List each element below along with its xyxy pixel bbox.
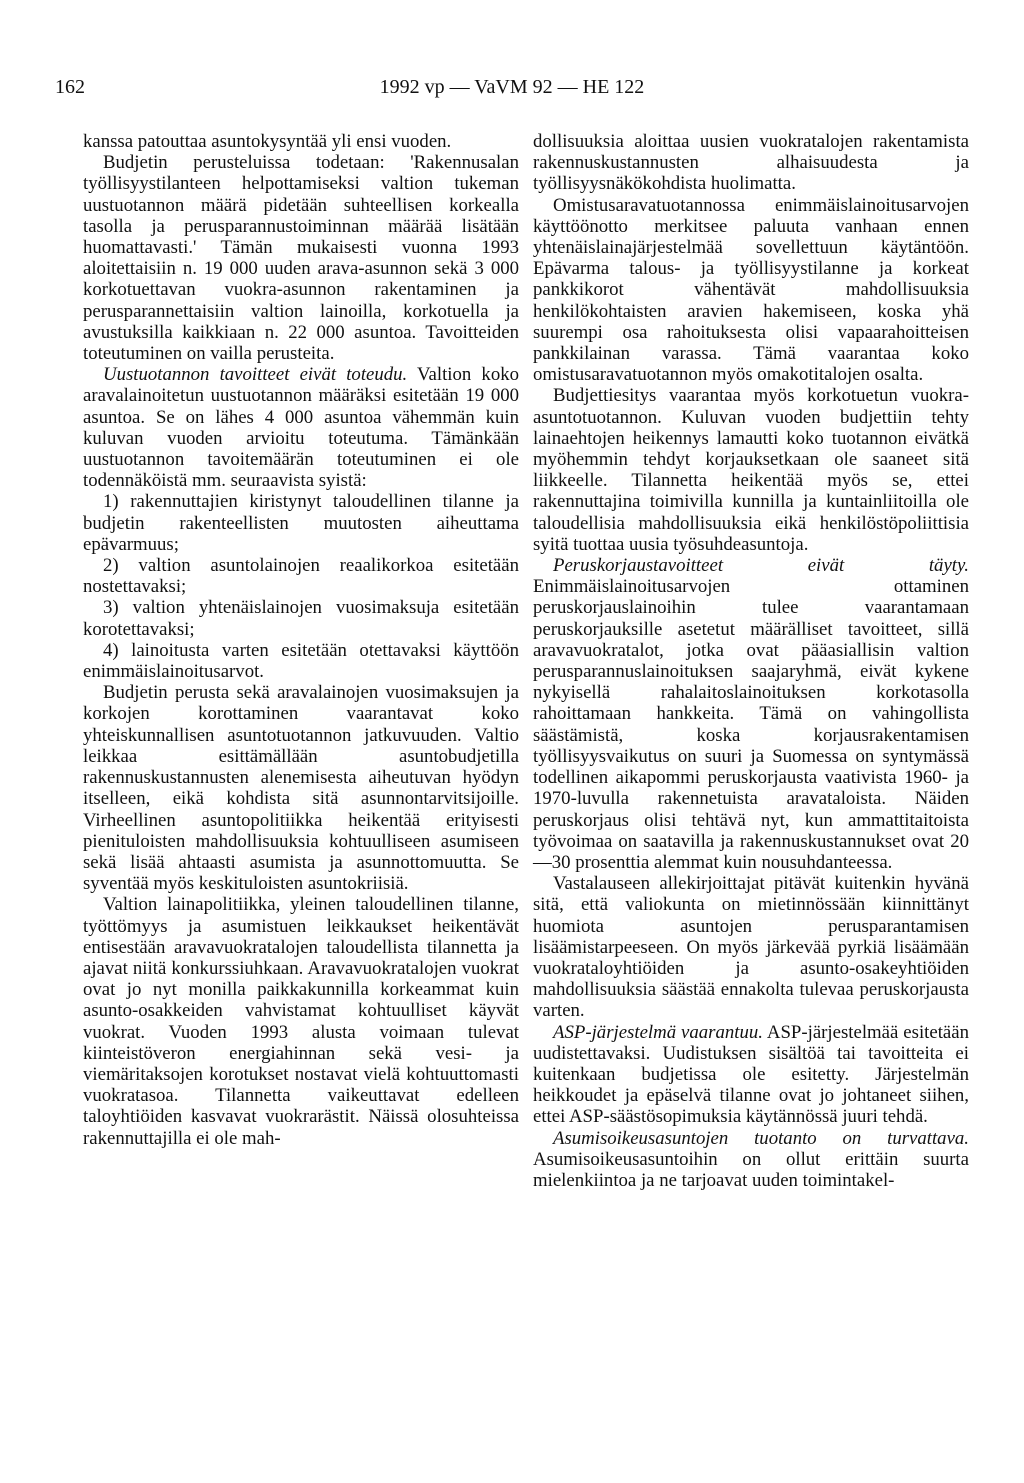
section-lead: Peruskorjaustavoitteet eivät täyty. — [553, 555, 969, 577]
section-lead: Asumisoikeusasuntojen tuotanto on turvattava. — [553, 1127, 969, 1149]
paragraph-text: kanssa patouttaa asuntokysyntää yli ensi vuoden. — [83, 131, 452, 152]
paragraph — [83, 152, 519, 364]
paragraph — [533, 1022, 969, 1128]
paragraph — [83, 555, 519, 597]
paragraph-text: 4) lainoitusta varten esitetään otettavaksi käyttöön enimmäislainoitusarvot. — [83, 639, 519, 683]
paragraph — [83, 597, 519, 639]
right-column — [533, 131, 969, 1191]
paragraph-text: ASP-järjestelmää esitetään uudistettavaksi. Uudistuksen sisältöä tai tavoitteita ei kuitenkaan budjetissa ole esitetty. Järjestelmän heikkoudet ja epäselvä tilanne ovat jo johtaneet siihen, ettei ASP-säästösopimuksia käytännössä juuri tehdä. — [533, 1021, 969, 1128]
paragraph-text: Asumisoikeusasuntoihin on ollut erittäin suurta mielenkiintoa ja ne tarjoavat uuden toimintakel- — [533, 1148, 969, 1191]
paragraph — [83, 364, 519, 491]
paragraph-text: Omistusaravatuotannossa enimmäislainoitusarvojen käyttöönotto merkitsee paluuta vanhaan ennen yhtenäislainajärjestelmää sovellettuun käytäntöön. Epävarma talous- ja työllisyystilanne ja korkeat pankkikorot vähentävät mahdollisuuksia henkilökohtaisten aravien hakemiseen, koska yhä suurempi osa rahoituksesta olisi vapaarahoitteisen pankkilainan varassa. Tämä vaarantaa koko omistusaravatuotannon myös omakotitalojen osalta. — [533, 194, 969, 386]
paragraph — [533, 385, 969, 555]
section-lead: ASP-järjestelmä vaarantuu. — [553, 1021, 763, 1043]
paragraph — [533, 1128, 969, 1192]
paragraph-text: Budjetin perusteluissa todetaan: 'Rakennusalan työllisyystilanteen helpottamiseksi valtion tukeman uustuotannon määrä pidetään suhteellisen korkealla tasolla ja perusparannustoiminnan määrää lisätään huomattavasti.' Tämän mukaisesti vuonna 1993 aloitettaisiin n. 19 000 uuden arava-asunnon sekä 3 000 korkotuettavan vuokra-asunnon rakentaminen ja perusparannettaisiin valtion lainoilla, korkotuella ja avustuksilla kaikkiaan n. 22 000 asuntoa. Tavoitteiden toteutuminen on vailla perusteita. — [83, 152, 519, 365]
left-column — [83, 131, 519, 1149]
paragraph — [83, 640, 519, 682]
paragraph — [533, 131, 969, 195]
running-head: 1992 vp — VaVM 92 — HE 122 — [379, 76, 645, 98]
paragraph — [83, 131, 519, 152]
paragraph-text: Vastalauseen allekirjoittajat pitävät kuitenkin hyvänä sitä, että valiokunta on mietinnössään kiinnittänyt huomiota asuntojen perusparantamisen lisäämistarpeeseen. On myös järkevää pyrkiä lisäämään vuokrataloyhtiöiden ja asunto-osakeyhtiöiden mahdollisuuksia säästää ennakolta tulevaa peruskorjausta varten. — [533, 873, 969, 1022]
paragraph-text: dollisuuksia aloittaa uusien vuokratalojen rakentamista rakennuskustannusten alhaisuudesta ja työllisyysnäkökohdista huolimatta. — [533, 131, 969, 195]
page-header — [0, 76, 1024, 104]
paragraph-text: Budjettiesitys vaarantaa myös korkotuetun vuokra-asuntotuotannon. Kuluvan vuoden budjettiin tehty lainaehtojen heikennys lamautti koko tuotannon eivätkä myöhemmin tehdyt korjauksetkaan ole saaneet sitä liikkeelle. Tilannetta heikentää myös se, ettei rakennuttajina toimivilla kunnilla ja kuntainliitoilla ole taloudellisia mahdollisuuksia eikä henkilöstöpoliittisia syitä tuottaa uusia työsuhdeasuntoja. — [533, 385, 969, 555]
paragraph — [83, 682, 519, 894]
paragraph — [533, 195, 969, 386]
paragraph — [83, 894, 519, 1148]
section-lead: Uustuotannon tavoitteet eivät toteudu. — [103, 364, 408, 386]
paragraph — [533, 873, 969, 1021]
paragraph-text: 3) valtion yhtenäislainojen vuosimaksuja esitetään korotettavaksi; — [83, 597, 519, 640]
paragraph-text: Budjetin perusta sekä aravalainojen vuosimaksujen ja korkojen korottaminen vaarantavat koko yhteiskunnallisen asuntotuotannon jatkuvuuden. Valtio leikkaa esittämällään asuntobudjetilla rakennuskustannusten alenemisesta aiheutuvan hyödyn itselleen, eikä kohdista sitä asunnontarvitsijoille. Virheellinen asuntopolitiikka heikentää erityisesti pienituloisten mahdollisuuksia kohtuulliseen asumiseen sekä lisää ahtaasti asumista ja asunnottomuutta. Se syventää myös keskituloisten asuntokriisiä. — [83, 682, 519, 895]
paragraph-text: 1) rakennuttajien kiristynyt taloudellinen tilanne ja budjetin rakenteellisten muutosten aiheuttama epävarmuus; — [83, 491, 519, 555]
paragraph-text: Enimmäislainoitusarvojen ottaminen peruskorjauslainoihin tulee vaarantamaan peruskorjauksille asetetut määrälliset tavoitteet, sillä aravavuokratalot, jotka ovat pääasiallisin valtion perusparannuslainoituksen saajaryhmä, eivät kykene nykyisellä rahalaitoslainoituksen korkotasolla rahoittamaan hankkeita. Tämä on vahingollista säästämistä, koska korjausrakentamisen työllisyysvaikutus on suuri ja Suomessa on syntymässä todellinen aikapommi peruskorjausta vaativista 1960- ja 1970-luvulla rakennetuista aravataloista. Näiden peruskorjaus olisi tehtävä nyt, kun ammattitaitoista työvoimaa on saatavilla ja rakennuskustannukset ovat 20—30 prosenttia alemmat kuin nousuhdanteessa. — [533, 576, 969, 873]
paragraph — [83, 491, 519, 555]
page-number: 162 — [55, 76, 85, 98]
paragraph — [533, 555, 969, 873]
paragraph-text: 2) valtion asuntolainojen reaalikorkoa esitetään nostettavaksi; — [83, 555, 519, 598]
paragraph-text: Valtion lainapolitiikka, yleinen taloudellinen tilanne, työttömyys ja asumistuen leikkaukset heikentävät entisestään aravavuokratalojen taloudellista tilannetta ja ajavat niitä konkurssiuhkaan. Aravavuokratalojen vuokrat ovat jo nyt monilla paikkakunnilla korkeammat kuin asunto-osakkeiden vahvistamat kohtuulliset käyvät vuokrat. Vuoden 1993 alusta voimaan tulevat kiinteistöveron energiahinnan sekä vesi- ja viemäritaksojen korotukset nostavat vielä kohtuuttomasti vuokratasoa. Tilannetta vaikeuttavat edelleen taloyhtiöiden kasvavat vuokrarästit. Näissä olosuhteissa rakennuttajilla ei ole mah- — [83, 894, 519, 1149]
paragraph-text: Valtion koko aravalainoitetun uustuotannon määräksi esitetään 19 000 asuntoa. Se on lähes 4 000 asuntoa vähemmän kuin kuluvan vuoden arvioitu toteutuma. Tämänkään uustuotannon tavoitemäärän toteutuminen ei ole todennäköistä mm. seuraavista syistä: — [83, 364, 519, 492]
